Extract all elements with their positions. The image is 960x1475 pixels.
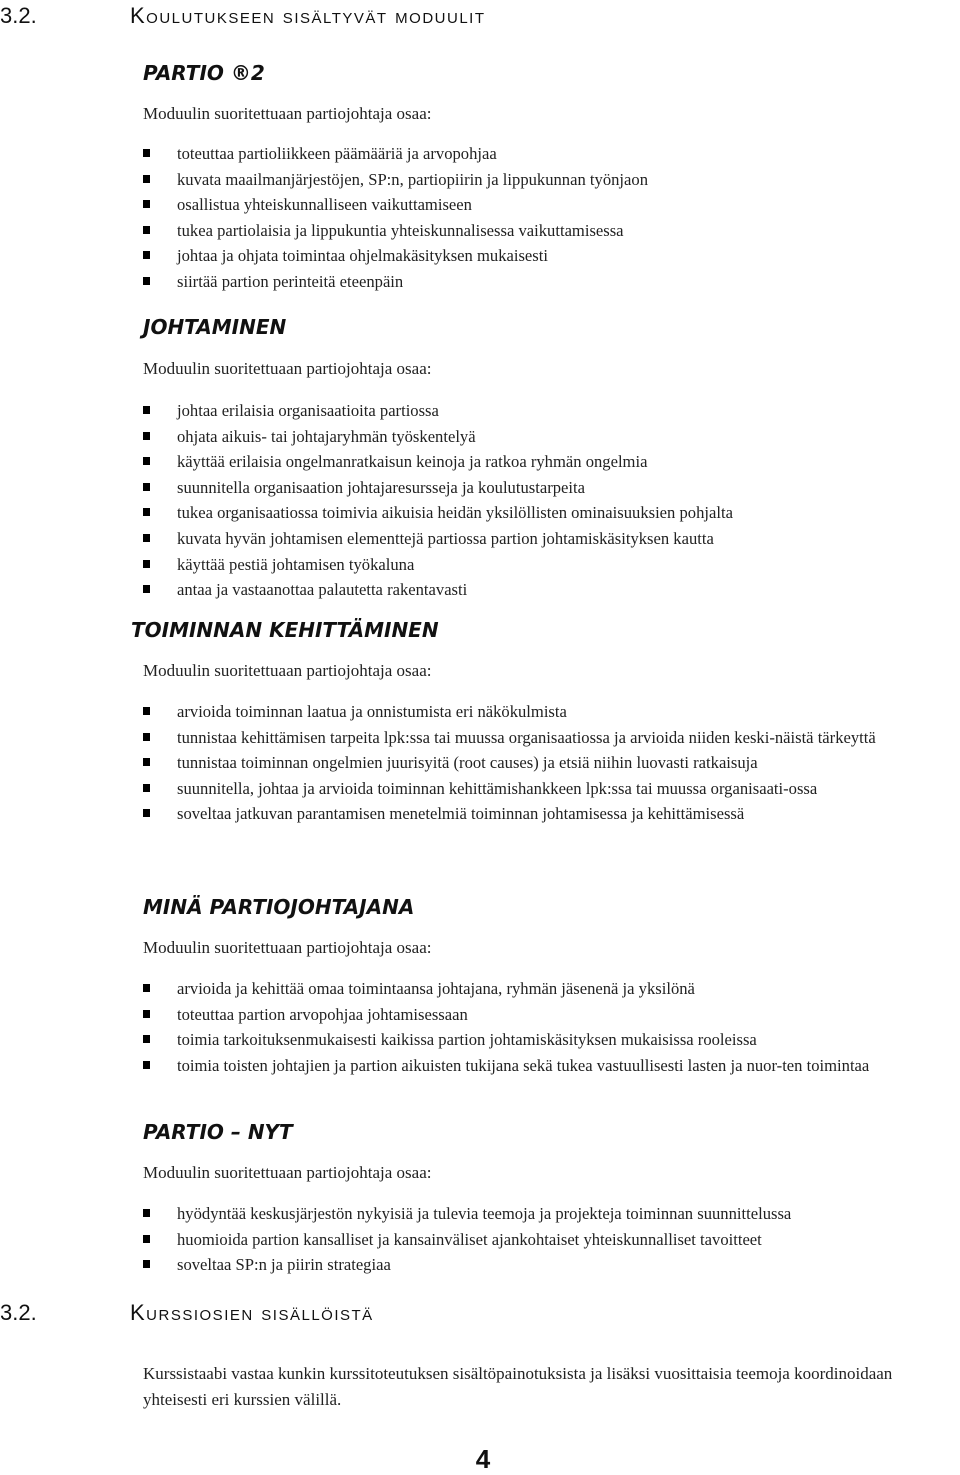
module-title: JOHTAMINEN [143,315,287,339]
list-item-text: tukea organisaatiossa toimivia aikuisia heidän yksilöllisten ominaisuuksien pohjalta [177,503,733,523]
list-item-text: toteuttaa partion arvopohjaa johtamisessaan [177,1004,468,1024]
bullet-square-icon [143,483,150,491]
page-number: 4 [475,1444,491,1474]
module-outcomes-list [143,1201,958,1278]
bullet-square-icon [143,984,150,992]
module-toiminnan-kehittaminen [131,618,958,827]
list-item-text: ohjata aikuis- tai johtajaryhmän työskentelyä [177,426,476,446]
module-partio-2 [143,61,958,295]
list-item [143,192,958,218]
list-item-text: suunnitella organisaation johtajaresursseja ja koulutustarpeita [177,477,585,497]
bullet-square-icon [143,200,150,208]
list-item [143,699,958,725]
module-intro: Moduulin suoritettuaan partiojohtaja osaa: [143,104,432,123]
list-item [143,577,958,603]
list-item [143,167,958,193]
bullet-square-icon [143,1235,150,1243]
list-item [143,801,958,827]
list-item [143,1002,958,1028]
bullet-square-icon [143,1010,150,1018]
bullet-square-icon [143,758,150,766]
list-item [143,776,958,802]
list-item [143,1053,958,1079]
bullet-square-icon [143,733,150,741]
bullet-square-icon [143,175,150,183]
list-item-text: kuvata maailmanjärjestöjen, SP:n, partiopiirin ja lippukunnan työnjaon [177,169,648,189]
list-item [143,269,958,295]
list-item [143,750,958,776]
list-item-text: tunnistaa toiminnan ongelmien juurisyitä (root causes) ja etsiä niihin luovasti ratkaisuja [177,753,758,773]
bullet-square-icon [143,457,150,465]
bullet-square-icon [143,707,150,715]
module-johtaminen [143,315,958,603]
module-outcomes-list [143,398,958,603]
list-item [143,475,958,501]
list-item-text: hyödyntää keskusjärjestön nykyisiä ja tulevia teemoja ja projekteja toiminnan suunnittelussa [177,1204,792,1223]
list-item [143,976,958,1002]
bullet-square-icon [143,560,150,568]
list-item [143,1201,958,1227]
module-title: PARTIO ®2 [143,61,265,85]
bullet-square-icon [143,1260,150,1268]
bullet-square-icon [143,1061,150,1069]
list-item [143,1252,958,1278]
list-item-text: toimia tarkoituksenmukaisesti kaikissa partion johtamiskäsityksen mukaisissa rooleissa [177,1030,757,1050]
list-item [143,500,958,526]
bullet-square-icon [143,406,150,414]
module-title: TOIMINNAN KEHITTÄMINEN [131,618,439,642]
list-item-text: käyttää pestiä johtamisen työkaluna [177,554,415,574]
list-item-text: johtaa erilaisia organisaatioita partiossa [177,401,439,420]
list-item [143,141,958,167]
bullet-square-icon [143,251,150,259]
list-item [143,424,958,450]
bullet-square-icon [143,432,150,440]
section-title: Koulutukseen sisältyvät moduulit [130,3,486,28]
section-heading-modules [0,2,486,30]
list-item-text: tunnistaa kehittämisen tarpeita lpk:ssa tai muussa organisaatiossa ja arvioida niiden keski-näistä tärkeyttä [177,727,876,747]
module-intro: Moduulin suoritettuaan partiojohtaja osaa: [143,1163,432,1182]
bullet-square-icon [143,1035,150,1043]
bullet-square-icon [143,534,150,542]
list-item-text: johtaa ja ohjata toimintaa ohjelmakäsityksen mukaisesti [177,246,548,266]
list-item [143,398,958,424]
list-item [143,1227,958,1253]
list-item [143,449,958,475]
module-intro: Moduulin suoritettuaan partiojohtaja osaa: [143,359,432,378]
module-title: MINÄ PARTIOJOHTAJANA [143,895,415,919]
list-item-text: antaa ja vastaanottaa palautetta rakentavasti [177,580,468,600]
list-item-text: suunnitella, johtaa ja arvioida toiminnan kehittämishankkeen lpk:ssa tai muussa organisaati-ossa [177,778,818,798]
list-item-text: siirtää partion perinteitä eteenpäin [177,271,404,291]
list-item [143,218,958,244]
list-item-text: käyttää erilaisia ongelmanratkaisun keinoja ja ratkoa ryhmän ongelmia [177,452,648,472]
module-outcomes-list [143,141,958,295]
bullet-square-icon [143,784,150,792]
list-item [143,243,958,269]
list-item-text: soveltaa SP:n ja piirin strategiaa [177,1255,391,1275]
bullet-square-icon [143,508,150,516]
section-number: 3.2. [0,3,37,28]
list-item-text: osallistua yhteiskunnalliseen vaikuttamiseen [177,195,472,215]
module-intro: Moduulin suoritettuaan partiojohtaja osaa: [143,938,432,957]
list-item-text: tukea partiolaisia ja lippukuntia yhteiskunnalisessa vaikuttamisessa [177,220,624,240]
list-item-text: toimia toisten johtajien ja partion aikuisten tukijana sekä tukea vastuullisesti lasten ja nuor-ten toimintaa [177,1055,870,1075]
bullet-square-icon [143,585,150,593]
bullet-square-icon [143,277,150,285]
list-item-text: arvioida toiminnan laatua ja onnistumista eri näkökulmista [177,702,567,721]
bullet-square-icon [143,809,150,817]
bullet-square-icon [143,149,150,157]
module-outcomes-list [143,976,958,1078]
module-title: PARTIO – NYT [143,1120,293,1144]
module-mina-partiojohtajana [143,895,958,1078]
section-heading-course-parts [0,1299,374,1327]
list-item-text: kuvata hyvän johtamisen elementtejä partiossa partion johtamiskäsityksen kautta [177,528,714,548]
list-item [143,1027,958,1053]
list-item [143,526,958,552]
list-item [143,552,958,578]
module-intro: Moduulin suoritettuaan partiojohtaja osaa: [143,661,432,680]
list-item-text: arvioida ja kehittää omaa toimintaansa johtajana, ryhmän jäsenenä ja yksilönä [177,979,695,998]
section-number: 3.2. [0,1300,37,1325]
list-item-text: soveltaa jatkuvan parantamisen menetelmiä toiminnan johtamisessa ja kehittämisessä [177,804,745,824]
bullet-square-icon [143,1209,150,1217]
module-partio-nyt [143,1120,958,1278]
list-item-text: toteuttaa partioliikkeen päämääriä ja arvopohjaa [177,144,497,163]
section-title: Kurssiosien sisällöistä [130,1300,374,1325]
module-outcomes-list [143,699,958,827]
list-item-text: huomioida partion kansalliset ja kansainväliset ajankohtaiset yhteiskunnalliset tavoitteet [177,1229,762,1249]
section-body-paragraph: Kurssistaabi vastaa kunkin kurssitoteutuksen sisältöpainotuksista ja lisäksi vuosittaisia teemoja koordinoidaan yhteisesti eri kurssien välillä. [143,1364,893,1409]
list-item [143,725,958,751]
bullet-square-icon [143,226,150,234]
